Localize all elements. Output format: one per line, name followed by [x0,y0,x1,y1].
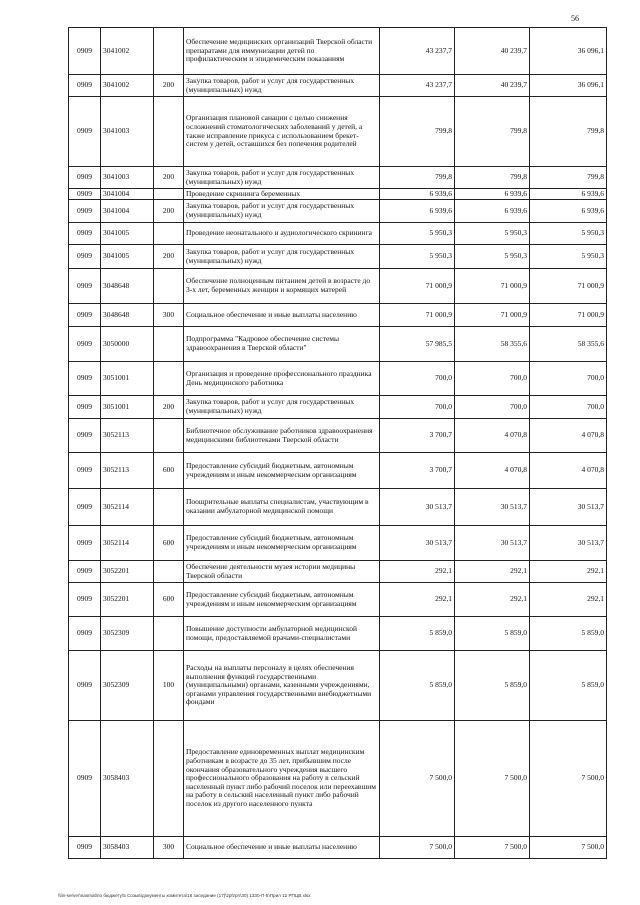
amount-year1-cell: 3 700,7 [380,419,455,453]
amount-year3-cell: 7 500,0 [530,721,607,837]
code-cell: 3041002 [101,75,154,97]
item-name-cell: Проведение скрининга беременных [184,189,380,200]
expense-type-cell [154,327,184,362]
code-cell: 3041003 [101,97,154,167]
expense-type-cell [154,269,184,304]
section-cell: 0909 [69,362,101,396]
table-row [69,453,607,489]
section-cell: 0909 [69,269,101,304]
amount-year1-cell: 7 500,0 [380,721,455,837]
code-cell: 3052114 [101,489,154,526]
amount-year2-cell: 5 950,3 [455,245,530,269]
expense-type-cell: 200 [154,396,184,419]
amount-year1-cell: 700,0 [380,362,455,396]
expense-type-cell: 600 [154,526,184,561]
amount-year3-cell: 5 950,3 [530,245,607,269]
item-name-cell: Поощрительные выплаты специалистам, участвующим в оказании амбулаторной медицинской помощи [184,489,380,526]
expense-type-cell: 600 [154,583,184,617]
amount-year2-cell: 700,0 [455,396,530,419]
table-row [69,75,607,97]
section-cell: 0909 [69,189,101,200]
expense-type-cell [154,489,184,526]
table-row [69,200,607,223]
item-name-cell: Предоставление единовременных выплат медицинским работникам в возрасте до 35 лет, прибывшим после окончания образовательного учреждения высшего профессионального образования на работу в сельский населенный пункт либо рабочий поселок или переехавшим на работу в сельский населенный пункт либо рабочий поселок из другого населенного пункта [184,721,380,837]
expense-type-cell: 600 [154,453,184,489]
item-name-cell: Организация плановой санации с целью снижения осложнений стоматологических заболеваний у детей, а также исправление прикуса с использованием брекет-систем у детей, оставшихся без попечения родителей [184,97,380,167]
amount-year2-cell: 5 859,0 [455,651,530,721]
section-cell: 0909 [69,419,101,453]
table-row [69,304,607,327]
amount-year1-cell: 43 237,7 [380,28,455,75]
item-name-cell: Обеспечение полноценным питанием детей в возрасте до 3-х лет, беременных женщин и кормящих матерей [184,269,380,304]
item-name-cell: Социальное обеспечение и иные выплаты населению [184,304,380,327]
table-row [69,617,607,651]
expense-type-cell: 300 [154,304,184,327]
code-cell: 3052113 [101,453,154,489]
expense-type-cell [154,362,184,396]
amount-year3-cell: 30 513,7 [530,526,607,561]
table-row [69,721,607,837]
amount-year1-cell: 5 950,3 [380,245,455,269]
amount-year1-cell: 57 985,5 [380,327,455,362]
item-name-cell: Социальное обеспечение и иные выплаты населению [184,837,380,859]
section-cell: 0909 [69,304,101,327]
code-cell: 3051001 [101,396,154,419]
amount-year3-cell: 4 070,8 [530,453,607,489]
item-name-cell: Закупка товаров, работ и услуг для государственных (муниципальных) нужд [184,200,380,223]
section-cell: 0909 [69,526,101,561]
amount-year1-cell: 71 000,9 [380,304,455,327]
amount-year2-cell: 30 513,7 [455,489,530,526]
table-row [69,396,607,419]
table-row [69,189,607,200]
expense-type-cell: 200 [154,200,184,223]
expense-type-cell: 200 [154,75,184,97]
item-name-cell: Подпрограмма "Кадровое обеспечение системы здравоохранения в Тверской области" [184,327,380,362]
item-name-cell: Библиотечное обслуживание работников здравоохранения медицинскими библиотеками Тверской области [184,419,380,453]
section-cell: 0909 [69,223,101,245]
code-cell: 3041004 [101,189,154,200]
expense-type-cell [154,561,184,583]
code-cell: 3041003 [101,167,154,189]
item-name-cell: Закупка товаров, работ и услуг для государственных (муниципальных) нужд [184,245,380,269]
code-cell: 3048648 [101,269,154,304]
table-row [69,837,607,859]
page-number: 56 [571,14,579,23]
table-row [69,97,607,167]
code-cell: 3048648 [101,304,154,327]
amount-year1-cell: 30 513,7 [380,526,455,561]
table-row [69,245,607,269]
amount-year3-cell: 292,1 [530,561,607,583]
amount-year2-cell: 5 950,3 [455,223,530,245]
item-name-cell: Закупка товаров, работ и услуг для государственных (муниципальных) нужд [184,167,380,189]
amount-year2-cell: 4 070,8 [455,419,530,453]
amount-year3-cell: 5 859,0 [530,617,607,651]
amount-year1-cell: 5 859,0 [380,617,455,651]
amount-year3-cell: 700,0 [530,396,607,419]
amount-year1-cell: 7 500,0 [380,837,455,859]
amount-year2-cell: 6 939,6 [455,189,530,200]
amount-year1-cell: 6 939,6 [380,200,455,223]
code-cell: 3052309 [101,651,154,721]
item-name-cell: Закупка товаров, работ и услуг для государственных (муниципальных) нужд [184,396,380,419]
amount-year1-cell: 700,0 [380,396,455,419]
amount-year3-cell: 799,8 [530,97,607,167]
amount-year1-cell: 6 939,6 [380,189,455,200]
table-row [69,327,607,362]
section-cell: 0909 [69,327,101,362]
amount-year3-cell: 4 070,8 [530,419,607,453]
item-name-cell: Закупка товаров, работ и услуг для государственных (муниципальных) нужд [184,75,380,97]
code-cell: 3058403 [101,721,154,837]
amount-year2-cell: 4 070,8 [455,453,530,489]
amount-year3-cell: 799,8 [530,167,607,189]
expense-type-cell: 200 [154,167,184,189]
code-cell: 3058403 [101,837,154,859]
amount-year1-cell: 799,8 [380,97,455,167]
amount-year1-cell: 799,8 [380,167,455,189]
table-row [69,651,607,721]
amount-year3-cell: 6 939,6 [530,189,607,200]
table-row [69,583,607,617]
amount-year2-cell: 700,0 [455,362,530,396]
expense-type-cell [154,97,184,167]
section-cell: 0909 [69,651,101,721]
section-cell: 0909 [69,561,101,583]
section-cell: 0909 [69,489,101,526]
expense-type-cell [154,223,184,245]
code-cell: 3041005 [101,245,154,269]
amount-year2-cell: 292,1 [455,583,530,617]
table-row [69,561,607,583]
amount-year2-cell: 30 513,7 [455,526,530,561]
file-path-footer: \\lin-server\nasmat\по бюджету\5 Созыв\документы комитета\16 заседание (17)\zpfzpn\30) 1330-П-5\Прил 12 РПЦВ.xlsx [58,893,311,898]
section-cell: 0909 [69,396,101,419]
amount-year1-cell: 5 950,3 [380,223,455,245]
amount-year3-cell: 58 355,6 [530,327,607,362]
code-cell: 3052309 [101,617,154,651]
item-name-cell: Организация и проведение профессионального праздника День медицинского работника [184,362,380,396]
section-cell: 0909 [69,245,101,269]
table-row [69,362,607,396]
amount-year3-cell: 36 096,1 [530,28,607,75]
amount-year2-cell: 40 239,7 [455,75,530,97]
section-cell: 0909 [69,583,101,617]
item-name-cell: Обеспечение медицинских организаций Тверской области препаратами для иммунизации детей по профилактическим и эпидемическим показаниям [184,28,380,75]
item-name-cell: Повышение доступности амбулаторной медицинской помощи, предоставляемой врачами-специалистами [184,617,380,651]
table-row [69,419,607,453]
amount-year2-cell: 6 939,6 [455,200,530,223]
section-cell: 0909 [69,97,101,167]
table-row [69,167,607,189]
table-row [69,269,607,304]
code-cell: 3041002 [101,28,154,75]
amount-year2-cell: 71 000,9 [455,304,530,327]
code-cell: 3041004 [101,200,154,223]
expense-type-cell [154,419,184,453]
amount-year3-cell: 7 500,0 [530,837,607,859]
expense-type-cell [154,721,184,837]
amount-year1-cell: 71 000,9 [380,269,455,304]
amount-year1-cell: 3 700,7 [380,453,455,489]
amount-year3-cell: 30 513,7 [530,489,607,526]
section-cell: 0909 [69,837,101,859]
code-cell: 3052201 [101,583,154,617]
table-row [69,526,607,561]
amount-year3-cell: 36 096,1 [530,75,607,97]
expense-type-cell: 100 [154,651,184,721]
section-cell: 0909 [69,721,101,837]
amount-year2-cell: 7 500,0 [455,721,530,837]
amount-year3-cell: 292,1 [530,583,607,617]
item-name-cell: Предоставление субсидий бюджетным, автономным учреждениям и иным некоммерческим организациям [184,526,380,561]
amount-year1-cell: 30 513,7 [380,489,455,526]
section-cell: 0909 [69,75,101,97]
code-cell: 3052114 [101,526,154,561]
section-cell: 0909 [69,28,101,75]
amount-year3-cell: 6 939,6 [530,200,607,223]
amount-year3-cell: 71 000,9 [530,304,607,327]
amount-year2-cell: 799,8 [455,97,530,167]
expense-type-cell: 200 [154,245,184,269]
amount-year2-cell: 292,1 [455,561,530,583]
section-cell: 0909 [69,167,101,189]
amount-year2-cell: 799,8 [455,167,530,189]
table-row [69,28,607,75]
code-cell: 3050000 [101,327,154,362]
amount-year2-cell: 5 859,0 [455,617,530,651]
amount-year1-cell: 43 237,7 [380,75,455,97]
amount-year2-cell: 58 355,6 [455,327,530,362]
amount-year2-cell: 7 500,0 [455,837,530,859]
amount-year1-cell: 5 859,0 [380,651,455,721]
item-name-cell: Предоставление субсидий бюджетным, автономным учреждениям и иным некоммерческим организациям [184,583,380,617]
expense-type-cell [154,189,184,200]
amount-year2-cell: 40 239,7 [455,28,530,75]
expense-type-cell [154,617,184,651]
section-cell: 0909 [69,617,101,651]
item-name-cell: Проведение неонатального и аудиологического скрининга [184,223,380,245]
amount-year3-cell: 71 000,9 [530,269,607,304]
section-cell: 0909 [69,453,101,489]
item-name-cell: Предоставление субсидий бюджетным, автономным учреждениям и иным некоммерческим организациям [184,453,380,489]
table-row [69,489,607,526]
amount-year3-cell: 5 859,0 [530,651,607,721]
code-cell: 3052201 [101,561,154,583]
amount-year3-cell: 5 950,3 [530,223,607,245]
section-cell: 0909 [69,200,101,223]
expense-type-cell: 300 [154,837,184,859]
code-cell: 3052113 [101,419,154,453]
table-row [69,223,607,245]
item-name-cell: Обеспечение деятельности музея истории медицины Тверской области [184,561,380,583]
code-cell: 3041005 [101,223,154,245]
item-name-cell: Расходы на выплаты персоналу в целях обеспечения выполнения функций государственными (муниципальными) органами, казенными учреждениями, органами управления государственными внебюджетными фондами [184,651,380,721]
code-cell: 3051001 [101,362,154,396]
amount-year1-cell: 292,1 [380,583,455,617]
amount-year3-cell: 700,0 [530,362,607,396]
expense-type-cell [154,28,184,75]
amount-year2-cell: 71 000,9 [455,269,530,304]
budget-table [68,27,607,859]
amount-year1-cell: 292,1 [380,561,455,583]
